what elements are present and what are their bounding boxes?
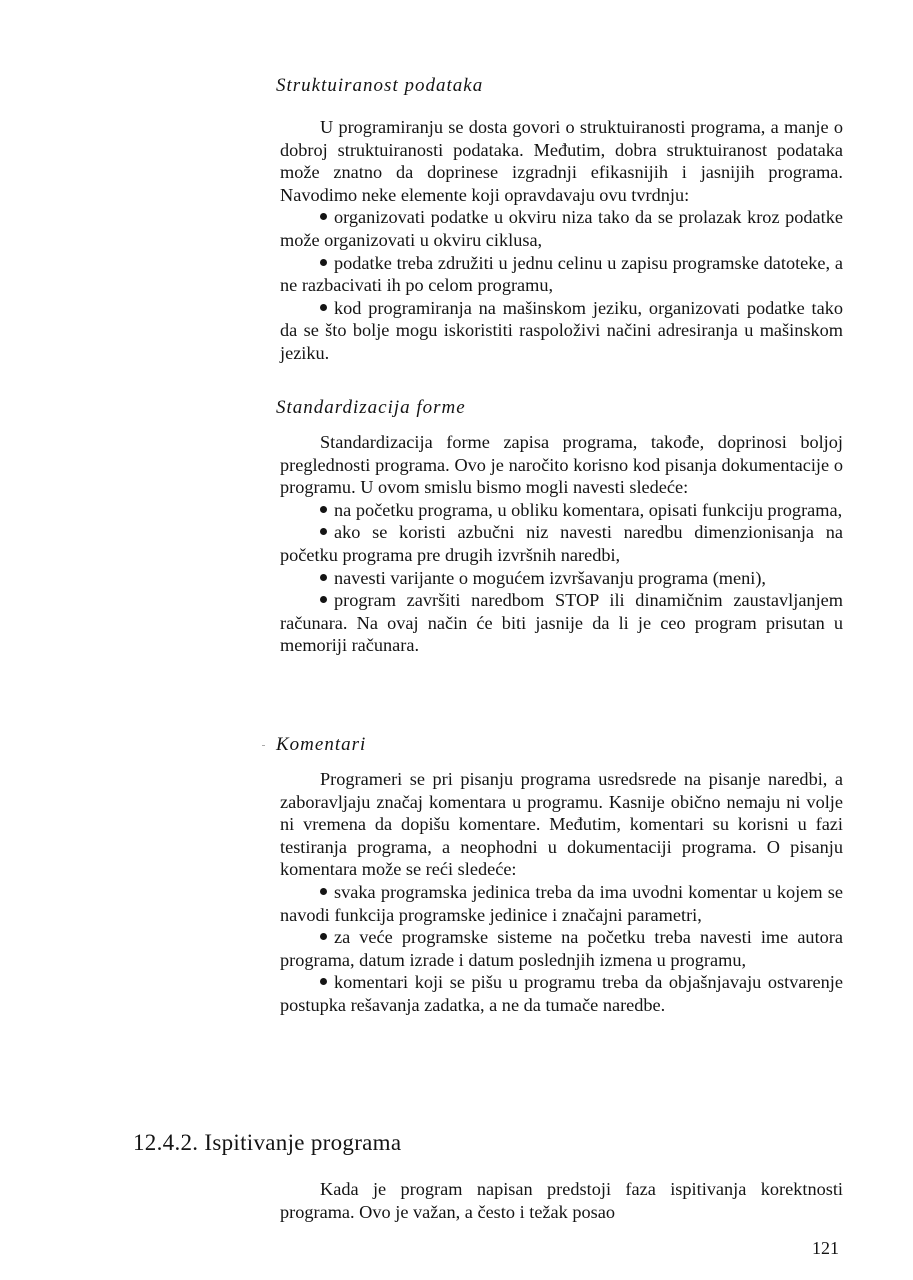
paragraph-intro: Programeri se pri pisanju programa usredsrede na pisanje naredbi, a zaboravljaju značaj komentara u programu. Kasnije obično nemaju ni volje ni vremena da dopišu komentare. Međutim, komentari su korisni u fazi testiranja programa, a neophodni u dokumentaciji programa. O pisanju komentara može se reći sledeće: <box>280 769 843 880</box>
heading-struktuiranost: Struktuiranost podataka <box>276 75 484 96</box>
paragraph-intro: Kada je program napisan predstoji faza ispitivanja korektnosti programa. Ovo je važan, a često i težak posao <box>280 1179 843 1222</box>
bullet-icon <box>320 888 327 895</box>
bullet-icon <box>320 978 327 985</box>
bullet-item: za veće programske sisteme na početku treba navesti ime autora programa, datum izrade i datum poslednjih izmena u programu, <box>280 927 843 970</box>
bullet-item: ako se koristi azbučni niz navesti naredbu dimenzionisanja na početku programa pre drugih izvršnih naredbi, <box>280 522 843 565</box>
bullet-item: navesti varijante o mogućem izvršavanju programa (meni), <box>280 567 843 590</box>
bullet-item: kod programiranja na mašinskom jeziku, organizovati podatke tako da se što bolje mogu iskoristiti raspoloživi načini adresiranja u mašinskom jeziku. <box>280 297 843 363</box>
section-standardizacija-body <box>280 431 843 657</box>
bullet-icon <box>320 596 327 603</box>
heading-komentari: Komentari <box>276 734 367 755</box>
bullet-item: organizovati podatke u okviru niza tako da se prolazak kroz podatke može organizovati u okviru ciklusa, <box>280 207 843 250</box>
section-komentari-body <box>280 768 843 1017</box>
bullet-item: svaka programska jedinica treba da ima uvodni komentar u kojem se navodi funkcija programske jedinice i značajni parametri, <box>280 881 843 925</box>
bullet-icon <box>320 933 327 940</box>
section-title-ispitivanje: 12.4.2. Ispitivanje programa <box>133 1130 402 1155</box>
section-ispitivanje-body <box>280 1178 843 1223</box>
bullet-icon <box>320 528 327 535</box>
bullet-item: program završiti naredbom STOP ili dinamičnim zaustavljanjem računara. Na ovaj način će biti jasnije da li je ceo program prisutan u memoriji računara. <box>280 590 843 656</box>
heading-standardizacija: Standardizacija forme <box>276 397 466 418</box>
bullet-item: na početku programa, u obliku komentara, opisati funkciju programa, <box>280 499 843 522</box>
bullet-icon <box>320 259 327 266</box>
bullet-icon <box>320 213 327 220</box>
page-number: 121 <box>812 1238 839 1258</box>
margin-mark <box>262 745 265 746</box>
bullet-item: podatke treba združiti u jednu celinu u zapisu programske datoteke, a ne razbacivati ih po celom programu, <box>280 252 843 296</box>
paragraph-intro: U programiranju se dosta govori o struktuiranosti programa, a manje o dobroj struktuiranosti podataka. Međutim, dobra struktuiranost podataka može znatno da doprinese izgradnji efikasnijih i jasnijih programa. Navodimo neke elemente koji opravdavaju ovu tvrdnju: <box>280 117 843 205</box>
bullet-icon <box>320 304 327 311</box>
section-struktuiranost-body <box>280 116 843 365</box>
paragraph-intro: Standardizacija forme zapisa programa, takođe, doprinosi boljoj preglednosti programa. Ovo je naročito korisno kod pisanja dokumentacije o programu. U ovom smislu bismo mogli navesti sledeće: <box>280 432 843 498</box>
bullet-icon <box>320 506 327 513</box>
bullet-icon <box>320 574 327 581</box>
bullet-item: komentari koji se pišu u programu treba da objašnjavaju ostvarenje postupka rešavanja zadatka, a ne da tumače naredbe. <box>280 972 843 1015</box>
